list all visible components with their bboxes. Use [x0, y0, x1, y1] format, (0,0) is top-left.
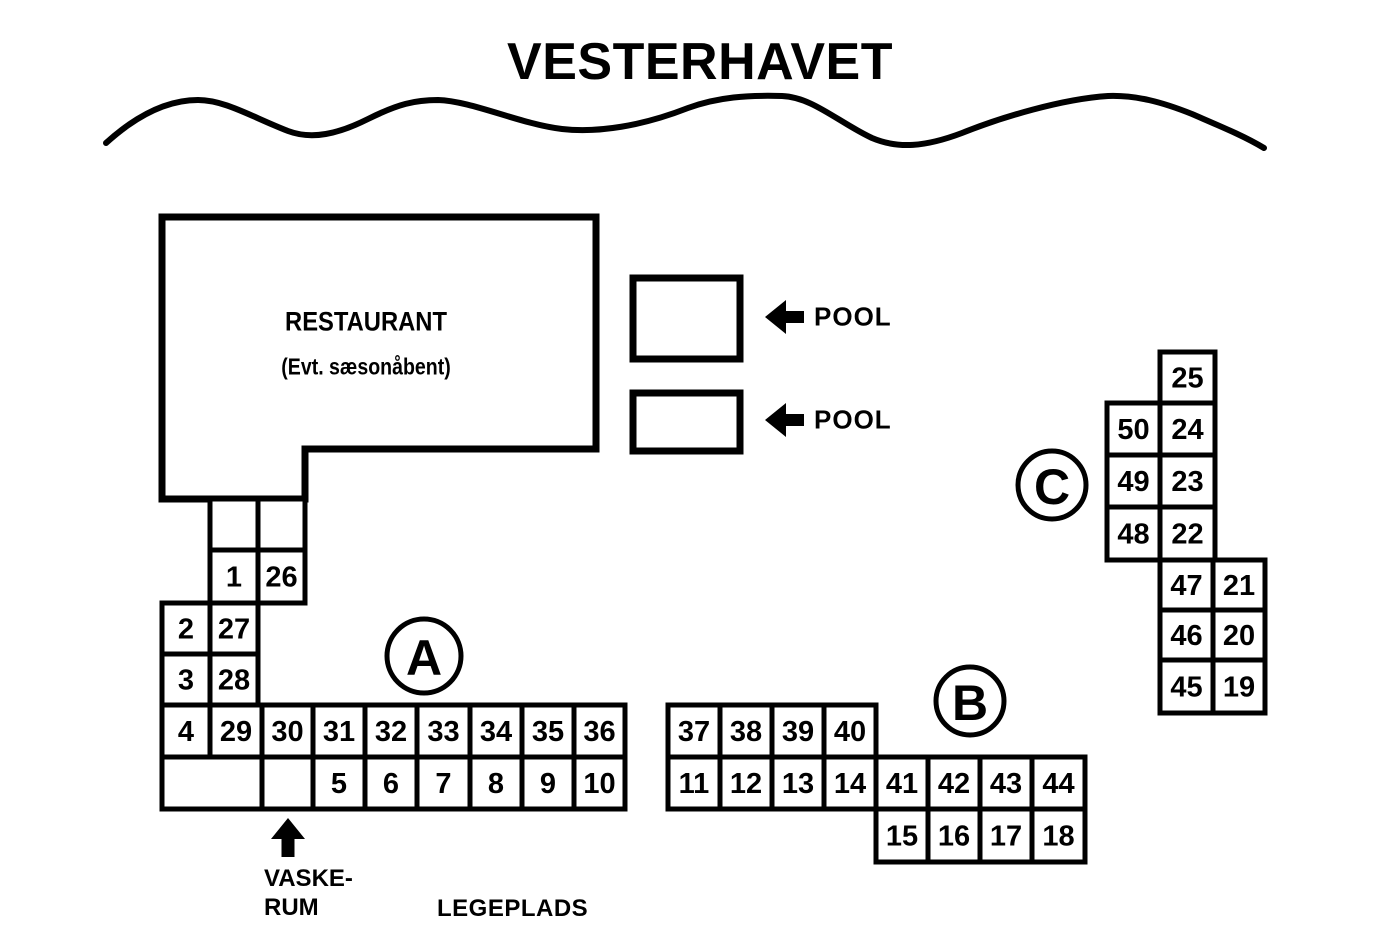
plot-cell-28: [210, 654, 258, 705]
laundry-room-label-line1: VASKE-: [264, 865, 353, 892]
plot-number: 18: [1042, 820, 1075, 853]
section-letter: C: [1033, 459, 1071, 515]
plot-cell-50: [1107, 403, 1160, 455]
page-title: VESTERHAVET: [507, 33, 893, 91]
plot-number: 11: [678, 768, 710, 800]
plot-cell-45: [1160, 660, 1213, 713]
plot-cell-5: [313, 757, 365, 809]
plot-number: 23: [1171, 466, 1204, 498]
plot-cell-30: [262, 705, 313, 757]
plot-cell-9: [522, 757, 574, 809]
plot-number: 30: [271, 716, 304, 748]
plot-number: 5: [330, 768, 348, 800]
plot-cell-unlabeled: [210, 499, 258, 550]
restaurant-season-note: (Evt. sæsonåbent): [281, 353, 451, 380]
plot-number: 27: [217, 613, 251, 646]
plot-cell-25: [1160, 352, 1215, 403]
plot-cell-6: [365, 757, 417, 809]
plot-cell-42: [928, 757, 980, 809]
plot-number: 19: [1222, 671, 1256, 704]
plot-cell-20: [1213, 610, 1265, 660]
plot-cell-2: [162, 603, 210, 654]
plot-cell-24: [1160, 403, 1215, 455]
plot-cell-26: [258, 550, 305, 603]
plot-number: 46: [1170, 620, 1203, 652]
plot-number: 4: [177, 716, 195, 748]
plot-cell-19: [1213, 660, 1265, 713]
plot-cell-12: [720, 757, 772, 809]
plot-cell-48: [1107, 507, 1160, 560]
plot-number: 1: [225, 561, 243, 594]
pool-1: [633, 278, 740, 359]
plot-number: 29: [219, 716, 253, 748]
plot-cell-18: [1032, 809, 1085, 862]
plot-number: 21: [1222, 570, 1256, 602]
plot-cell-32: [365, 705, 417, 757]
section-badge-C: [1018, 451, 1086, 519]
plot-cell-3: [162, 654, 210, 705]
plot-cell-17: [980, 809, 1032, 862]
plot-number: 47: [1170, 570, 1203, 602]
restaurant-label: RESTAURANT: [285, 306, 447, 337]
plot-number: 40: [833, 716, 867, 748]
pool-1-label: POOL: [814, 301, 892, 332]
plot-number: 20: [1222, 620, 1256, 652]
plot-number: 8: [487, 768, 505, 800]
plot-number: 2: [177, 613, 195, 646]
plot-number: 25: [1171, 362, 1204, 395]
plot-cell-7: [417, 757, 470, 809]
plot-number: 49: [1117, 466, 1150, 498]
laundry-room-label-line2: RUM: [264, 894, 319, 921]
plot-number: 12: [729, 768, 763, 800]
plot-cell-43: [980, 757, 1032, 809]
plot-number: 33: [427, 716, 460, 748]
plot-cell-34: [470, 705, 522, 757]
plot-cell-37: [668, 705, 720, 757]
plot-number: 36: [583, 716, 616, 748]
laundry-up-arrow-icon: [271, 818, 305, 857]
plot-number: 6: [382, 768, 400, 800]
plot-cell-13: [772, 757, 824, 809]
plot-number: 16: [937, 820, 971, 853]
plot-cell-46: [1160, 610, 1213, 660]
laundry-room-label: [264, 864, 353, 922]
plot-number: 34: [479, 716, 513, 748]
section-letter: A: [405, 630, 443, 686]
plot-number: 48: [1117, 518, 1150, 551]
plot-cell-40: [824, 705, 876, 757]
plot-number: 35: [531, 716, 565, 748]
plot-cell-41: [876, 757, 928, 809]
plot-number: 17: [989, 820, 1023, 853]
plot-cell-47: [1160, 560, 1213, 610]
plot-cell-38: [720, 705, 772, 757]
plot-number: 13: [781, 768, 815, 800]
plot-cell-unlabeled: [262, 757, 313, 809]
plot-number: 14: [833, 768, 867, 800]
plot-cell-44: [1032, 757, 1085, 809]
plot-cell-22: [1160, 507, 1215, 560]
plot-cell-15: [876, 809, 928, 862]
plot-cell-21: [1213, 560, 1265, 610]
pool-2-label: POOL: [814, 404, 892, 435]
plot-number: 7: [435, 768, 452, 800]
section-letter: B: [951, 675, 989, 731]
plot-number: 38: [729, 716, 763, 748]
pool-2: [633, 393, 740, 451]
plot-cell-49: [1107, 455, 1160, 507]
plot-number: 50: [1117, 414, 1150, 446]
plot-cell-11: [668, 757, 720, 809]
plot-cell-23: [1160, 455, 1215, 507]
plot-cell-29: [210, 705, 262, 757]
section-badge-B: [936, 667, 1004, 735]
plot-cell-unlabeled: [258, 499, 305, 550]
plot-cell-33: [417, 705, 470, 757]
plot-number: 44: [1042, 768, 1075, 800]
plot-number: 28: [217, 664, 251, 697]
plot-number: 32: [374, 716, 408, 748]
plot-cell-unlabeled: [162, 757, 262, 809]
pool-2-left-arrow-icon: [765, 403, 804, 437]
plot-number: 15: [885, 820, 919, 853]
section-badge-A: [387, 619, 461, 693]
plot-cell-8: [470, 757, 522, 809]
plot-number: 43: [989, 768, 1023, 800]
plot-number: 41: [885, 768, 919, 800]
plot-number: 10: [583, 768, 616, 800]
plot-number: 9: [539, 768, 557, 800]
plot-cell-31: [313, 705, 365, 757]
plot-number: 24: [1171, 414, 1204, 446]
plot-cell-16: [928, 809, 980, 862]
plot-number: 26: [265, 561, 298, 594]
plot-number: 45: [1170, 671, 1203, 704]
plot-cell-14: [824, 757, 876, 809]
plot-number: 22: [1171, 518, 1204, 551]
plot-number: 37: [677, 716, 711, 748]
plot-cell-4: [162, 705, 210, 757]
plot-cell-10: [574, 757, 625, 809]
plot-cell-27: [210, 603, 258, 654]
plot-cell-35: [522, 705, 574, 757]
plot-cell-36: [574, 705, 625, 757]
plot-number: 42: [937, 768, 971, 800]
plot-number: 3: [177, 664, 195, 697]
plot-cell-39: [772, 705, 824, 757]
plot-number: 39: [781, 716, 815, 748]
plot-number: 31: [322, 716, 356, 748]
sea-wave-icon: [106, 96, 1264, 148]
playground-label: LEGEPLADS: [437, 895, 589, 922]
pool-1-left-arrow-icon: [765, 300, 804, 334]
plot-cell-1: [210, 550, 258, 603]
